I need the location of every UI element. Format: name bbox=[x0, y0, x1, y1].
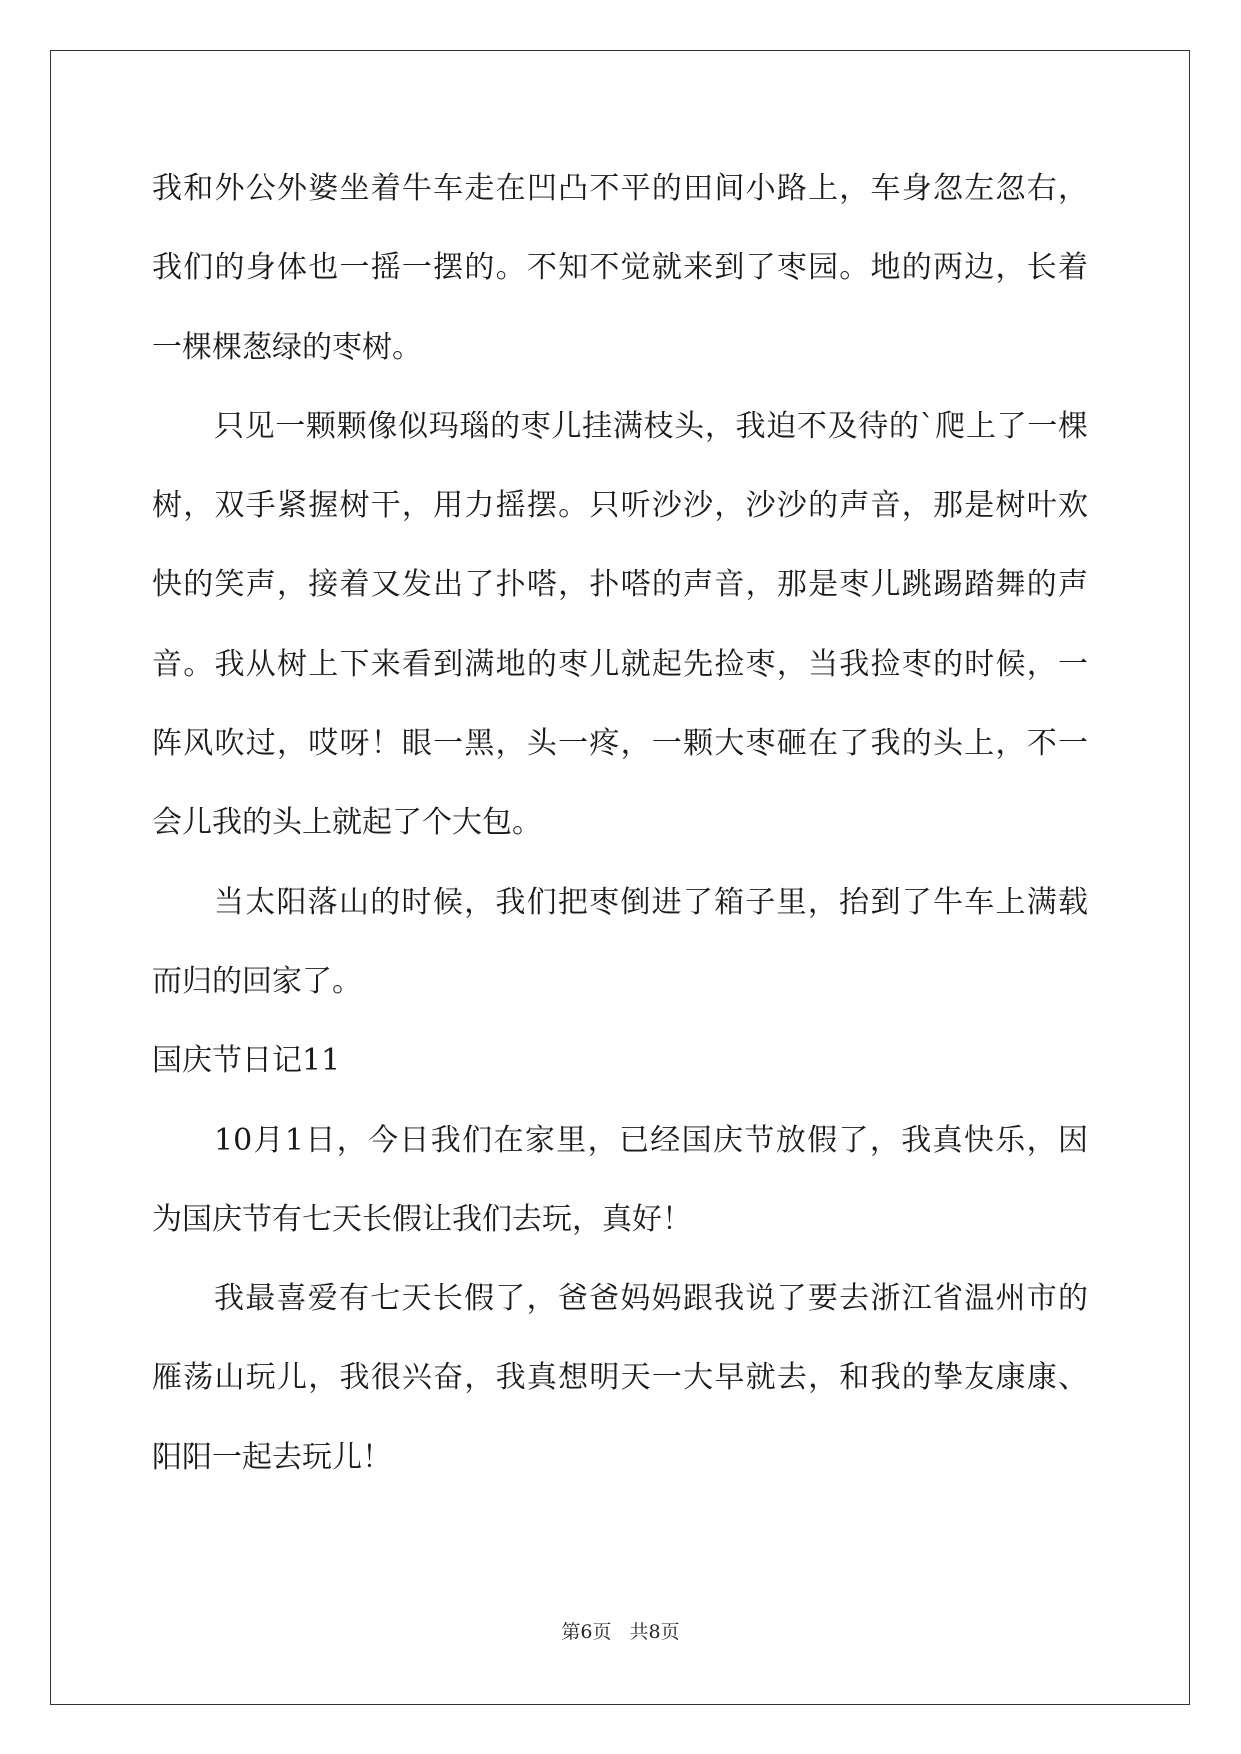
page-number-total: 共8页 bbox=[629, 1621, 680, 1643]
paragraph-line: 而归的回家了。 bbox=[152, 963, 362, 999]
paragraph-line: 我最喜爱有七天长假了，爸爸妈妈跟我说了要去浙江省温州市的 bbox=[214, 1281, 1088, 1317]
paragraph-line: 阳阳一起去玩儿！ bbox=[152, 1439, 392, 1475]
paragraph-line: 阵风吹过，哎呀！眼一黑，头一疼，一颗大枣砸在了我的头上，不一 bbox=[152, 726, 1088, 762]
paragraph-line: 为国庆节有七天长假让我们去玩，真好！ bbox=[152, 1201, 692, 1237]
page-footer bbox=[0, 1620, 1241, 1644]
document-body bbox=[152, 170, 1088, 1518]
paragraph-line: 树，双手紧握树干，用力摇摆。只听沙沙，沙沙的声音，那是树叶欢 bbox=[152, 488, 1088, 524]
paragraph-line: 一棵棵葱绿的枣树。 bbox=[152, 329, 422, 365]
page-number-current: 第6页 bbox=[561, 1621, 612, 1643]
paragraph-line: 我们的身体也一摇一摆的。不知不觉就来到了枣园。地的两边，长着 bbox=[152, 250, 1088, 286]
paragraph-line: 音。我从树上下来看到满地的枣儿就起先捡枣，当我捡枣的时候，一 bbox=[152, 646, 1088, 682]
section-heading: 国庆节日记11 bbox=[152, 1043, 341, 1079]
paragraph-line: 快的笑声，接着又发出了扑嗒，扑嗒的声音，那是枣儿跳踢踏舞的声 bbox=[152, 567, 1088, 603]
paragraph-line: 雁荡山玩儿，我很兴奋，我真想明天一大早就去，和我的挚友康康、 bbox=[152, 1360, 1088, 1396]
paragraph-line: 会儿我的头上就起了个大包。 bbox=[152, 805, 542, 841]
paragraph-line: 我和外公外婆坐着牛车走在凹凸不平的田间小路上，车身忽左忽右， bbox=[152, 171, 1088, 206]
paragraph-line: 10月1日，今日我们在家里，已经国庆节放假了，我真快乐，因 bbox=[214, 1122, 1088, 1158]
paragraph-line: 当太阳落山的时候，我们把枣倒进了箱子里，抬到了牛车上满载 bbox=[214, 884, 1088, 920]
paragraph-line: 只见一颗颗像似玛瑙的枣儿挂满枝头，我迫不及待的`爬上了一棵 bbox=[214, 408, 1088, 444]
